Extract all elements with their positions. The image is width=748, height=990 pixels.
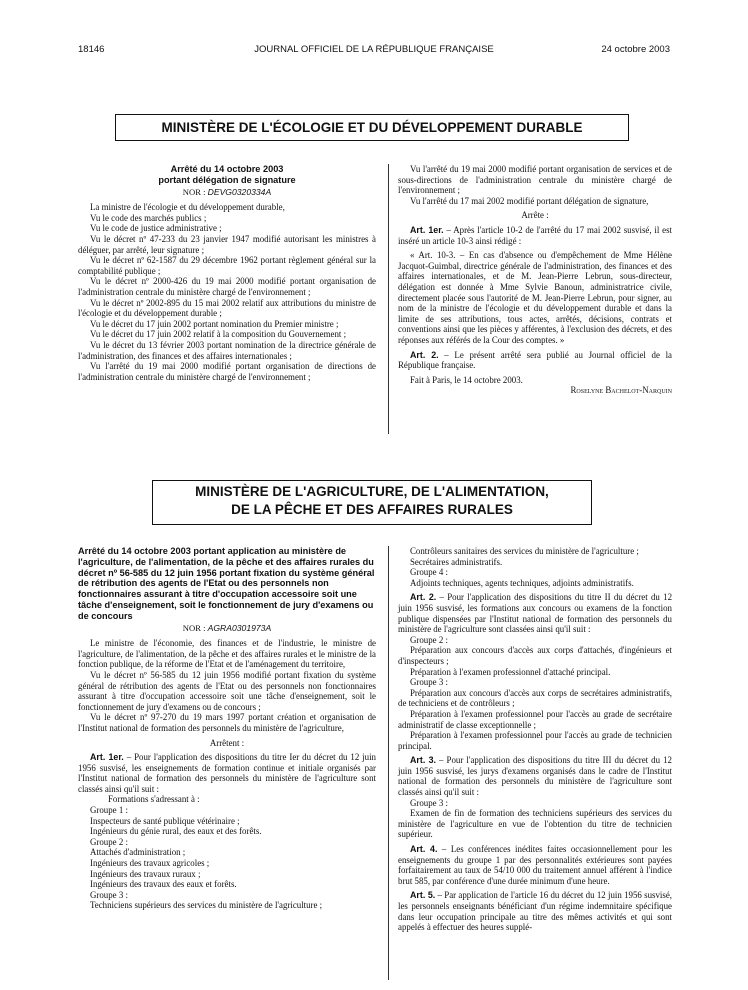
text-line: Vu le code des marchés publics ; <box>90 212 207 223</box>
text-line: Vu le décret du 13 février 2003 portant nomination de la directrice générale de l'administration, des finances et des affaires internationales ; <box>78 339 376 361</box>
column-separator <box>388 164 389 434</box>
text-line: Examen de fin de formation des techniciens supérieurs des services du ministère de l'agriculture en vue de l'obtention du titre de technicien supérieur. <box>398 808 672 840</box>
ministry-banner-text: MINISTÈRE DE L'ÉCOLOGIE ET DU DÉVELOPPEMENT DURABLE <box>161 120 583 135</box>
text-line: Le ministre de l'économie, des finances et de l'industrie, le ministre de l'agriculture, de l'alimentation, de la pêche et des affaires rurales et le ministre de la fonction publique, de la réforme de l'Etat et de l'aménagement du territoire, <box>78 638 376 670</box>
article-4 <box>398 844 672 886</box>
text-line: La ministre de l'écologie et du développement durable, <box>90 202 285 213</box>
text-line: Préparation à l'examen professionnel d'attaché principal. <box>410 666 611 677</box>
article-3 <box>398 755 672 797</box>
article-label: Art. 5. <box>410 890 436 901</box>
article-2 <box>398 592 672 634</box>
preamble <box>78 202 376 382</box>
text-line: Vu le décret du 17 juin 2002 portant nomination du Premier ministre ; <box>90 318 339 329</box>
ministry-banner-ecology <box>115 114 629 141</box>
text-line: Groupe 4 : <box>410 567 448 578</box>
journal-title: JOURNAL OFFICIEL DE LA RÉPUBLIQUE FRANÇAISE <box>254 44 494 55</box>
article-label: Art. 2. <box>410 592 437 603</box>
text-line: Contrôleurs sanitaires des services du ministère de l'agriculture ; <box>410 546 639 556</box>
group-list <box>398 635 672 752</box>
text-line: Préparation aux concours d'accès aux corps de secrétaires administratifs, de techniciens et de contrôleurs ; <box>398 687 672 709</box>
formations-heading: Formations s'adressant à : <box>108 794 200 805</box>
text-line: Vu le décret nº 47-233 du 23 janvier 1947 modifié autorisant les ministres à déléguer, par arrêté, leur signature ; <box>78 233 376 255</box>
text-line: Vu le décret nº 97-270 du 19 mars 1997 portant création et organisation de l'Institut national de formation des personnels du ministère de l'agriculture, <box>78 712 376 733</box>
article-1 <box>78 752 376 794</box>
signature: Roselyne Bachelot-Narquin <box>570 385 672 396</box>
nor-label: NOR : <box>182 186 206 197</box>
text-line: Ingénieurs du génie rural, des eaux et des forêts. <box>90 826 262 837</box>
ministry-banner-agriculture <box>152 480 592 525</box>
paragraph: Vu l'arrêté du 19 mai 2000 modifié portant organisation de services et de sous-directions de l'administration centrale du ministère chargé de l'environnement ; <box>398 164 672 196</box>
text-line: Vu le décret nº 2000-426 du 19 mai 2000 modifié portant organisation de l'administration centrale du ministère chargé de l'environnement ; <box>78 276 376 297</box>
article-label: Art. 1er. <box>410 224 444 235</box>
article-label: Art. 4. <box>410 844 438 855</box>
article-label: Art. 3. <box>410 755 436 766</box>
article-1 <box>398 225 672 246</box>
text-line: Vu le décret nº 2002-895 du 15 mai 2002 relatif aux attributions du ministre de l'écologie et du développement durable ; <box>78 297 376 319</box>
text-line: Groupe 3 : <box>90 889 128 900</box>
article-text: – Par application de l'article 16 du décret du 12 juin 1956 susvisé, les personnels enseignants bénéficiant d'un régime indemnitaire spécifique dans leur occupation principale au titre des mêmes activités et qui sont appelés à effectuer des heures supplé- <box>398 890 672 933</box>
group-list <box>398 546 672 588</box>
article-text: – Pour l'application des dispositions du titre II du décret du 12 juin 1956 susvisé, les formations aux concours ou examens de la fonction publique dispensées par l'Institut national de formation des personnels du ministère de l'agriculture sont classées ainsi qu'il suit : <box>398 592 673 635</box>
nor-label: NOR : <box>182 622 206 633</box>
text-line: Groupe 3 : <box>410 677 448 688</box>
text-line: Groupe 1 : <box>90 805 128 816</box>
text-line: Préparation aux concours d'accès aux corps d'attachés, d'ingénieurs et d'inspecteurs ; <box>398 645 672 666</box>
nor-reference <box>78 187 376 198</box>
group-list <box>398 798 672 840</box>
group-list <box>78 805 376 911</box>
article-text: – Après l'article 10-2 de l'arrêté du 17 mai 2002 susvisé, il est inséré un article 10-3 ainsi rédigé : <box>398 224 672 246</box>
decree-title-line: Arrêté du 14 octobre 2003 <box>170 164 284 174</box>
decree-title <box>78 164 376 186</box>
arrete-heading: Arrête : <box>521 210 549 221</box>
text-line: Adjoints techniques, agents techniques, adjoints administratifs. <box>410 577 634 588</box>
article-label: Art. 2. <box>410 349 439 360</box>
signing-place-date: Fait à Paris, le 14 octobre 2003. <box>410 374 523 385</box>
text-line: Secrétaires administratifs. <box>410 556 503 567</box>
text-line: Vu le décret nº 62-1587 du 29 décembre 1962 portant règlement général sur la comptabilité publique ; <box>78 255 376 276</box>
text-line: Préparation à l'examen professionnel pour l'accès au grade de secrétaire administratif de classe exceptionnelle ; <box>398 708 672 730</box>
text-line: Attachés d'administration ; <box>90 847 186 858</box>
preamble <box>78 638 376 733</box>
issue-date: 24 octobre 2003 <box>601 44 670 55</box>
article-label: Art. 1er. <box>90 752 124 763</box>
text-line: Inspecteurs de santé publique vétérinaire ; <box>90 815 240 826</box>
agriculture-right-column <box>398 546 672 933</box>
nor-code: DEVG0320334A <box>207 186 272 197</box>
decree-title-line: portant délégation de signature <box>158 174 296 185</box>
decree-title: Arrêté du 14 octobre 2003 portant application au ministère de l'agriculture, de l'alimentation, de la pêche et des affaires rurales du décret nº 56-585 du 12 juin 1956 portant fixation du système général de rétribution des agents de l'Etat ou des personnels non fonctionnaires assurant à titre d'occupation accessoire soit une tâche d'enseignement, soit le fonctionnement de jury d'examens ou de concours <box>78 546 375 621</box>
article-5 <box>398 890 672 932</box>
page-header <box>78 44 670 58</box>
text-line: Ingénieurs des travaux ruraux ; <box>90 868 201 879</box>
ministry-banner-text: MINISTÈRE DE L'AGRICULTURE, DE L'ALIMENTATION, <box>195 484 549 499</box>
agriculture-left-column <box>78 546 376 911</box>
article-text: – Les conférences inédites faites occasionnellement pour les enseignements du groupe 1 par des personnalités extérieures sont payées forfaitairement au taux de 54/10 000 du traitement annuel afférent à l'indice brut 585, par conférence d'une durée minimum d'une heure. <box>398 844 672 886</box>
nor-reference <box>78 623 376 634</box>
arretent-heading: Arrêtent : <box>209 737 245 748</box>
article-text: – Pour l'application des dispositions du titre Ier du décret du 12 juin 1956 susvisé, les enseignements de formation continue et initiale organisés par l'Institut national de formation des personnels du ministère de l'agriculture sont classés ainsi qu'il suit : <box>78 752 376 794</box>
article-text: – Le présent arrêté sera publié au Journal officiel de la République française. <box>398 349 672 371</box>
text-line: Ingénieurs des travaux agricoles ; <box>90 858 210 869</box>
ecology-right-column <box>398 164 672 396</box>
nor-code: AGRA0301973A <box>207 622 272 633</box>
page-number: 18146 <box>78 44 105 55</box>
article-quote: « Art. 10-3. – En cas d'absence ou d'empêchement de Mme Hélène Jacquot-Guimbal, directrice générale de l'administration, des finances et des affaires internationales, et de M. Jean-Pierre Lebrun, sous-directeur, délégation est donnée à Mme Sylvie Banoun, administratrice civile, directement placée sous l'autorité de M. Jean-Pierre Lebrun, pour signer, au nom de la ministre de l'écologie et du développement durable et dans la limite de ses attributions, tous actes, arrêtés, décisions, contrats et conventions ainsi que les pièces y afférentes, à l'exclusion des décrets, et des réponses aux référés de la Cour des comptes. » <box>398 250 672 345</box>
text-line: Groupe 3 : <box>410 797 448 808</box>
text-line: Ingénieurs des travaux des eaux et forêts. <box>90 879 237 890</box>
text-line: Groupe 2 : <box>90 836 128 847</box>
text-line: Techniciens supérieurs des services du ministère de l'agriculture ; <box>90 900 323 911</box>
text-line: Groupe 2 : <box>410 634 448 645</box>
ministry-banner-text: DE LA PÊCHE ET DES AFFAIRES RURALES <box>231 502 513 517</box>
paragraph: Vu l'arrêté du 17 mai 2002 modifié portant délégation de signature, <box>410 195 649 206</box>
text-line: Vu le code de justice administrative ; <box>90 223 222 234</box>
text-line: Préparation à l'examen professionnel pour l'accès au grade de technicien principal. <box>398 730 672 751</box>
text-line: Vu le décret nº 56-585 du 12 juin 1956 modifié portant fixation du système général de rétribution des agents de l'Etat ou des personnels non fonctionnaires assurant à titre d'occupation accessoire soit une tâche d'enseignement, soit le fonctionnement de jury d'examens ou de concours ; <box>78 669 376 712</box>
text-line: Vu le décret du 17 juin 2002 relatif à la composition du Gouvernement ; <box>90 329 347 340</box>
column-separator <box>388 546 389 980</box>
text-line: Vu l'arrêté du 19 mai 2000 modifié portant organisation de directions de l'administration centrale du ministère chargé de l'environnement ; <box>78 361 376 382</box>
ecology-left-column <box>78 164 376 382</box>
article-text: – Pour l'application des dispositions du titre III du décret du 12 juin 1956 susvisé, les jurys d'examens organisés dans le cadre de l'Institut national de formation des personnels du ministère de l'agriculture sont classés ainsi qu'il suit : <box>398 755 672 798</box>
article-2 <box>398 350 672 371</box>
